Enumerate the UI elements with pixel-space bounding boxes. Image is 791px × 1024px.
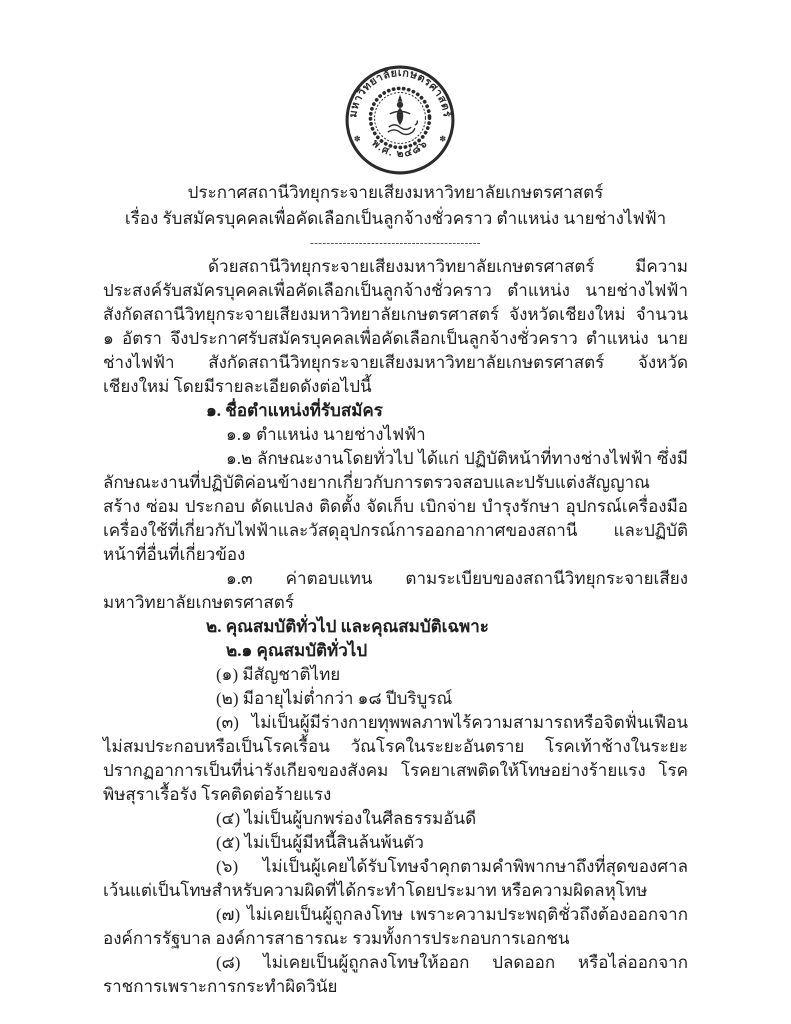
separator-dashes: ------------------------------------------ — [310, 237, 481, 249]
announcement-title: ประกาศสถานีวิทยุกระจายเสียงมหาวิทยาลัยเกษตรศาสตร์ — [187, 183, 604, 202]
item-1-1: ๑.๑ ตำแหน่ง นายช่างไฟฟ้า — [226, 425, 426, 444]
qualification-item-4: (๔) ไม่เป็นผู้บกพร่องในศีลธรรมอันดี — [216, 809, 477, 828]
qualification-item-1: (๑) มีสัญชาติไทย — [216, 665, 341, 684]
announcement-subject: เรื่อง รับสมัครบุคคลเพื่อคัดเลือกเป็นลูกจ้างชั่วคราว ตำแหน่ง นายช่างไฟฟ้า — [124, 209, 667, 228]
qualification-item-8: (๘) ไม่เคยเป็นผู้ถูกลงโทษให้ออก ปลดออก หรือไล่ออกจากราชการเพราะการกระทำผิดวินัย — [103, 953, 688, 996]
seal-year-text: พ.ศ. ๒๔๘๖ — [369, 137, 431, 160]
item-1-3: ๑.๓ ค่าตอบแทน ตามระเบียบของสถานีวิทยุกระจายเสียงมหาวิทยาลัยเกษตรศาสตร์ — [103, 569, 688, 612]
item-1-2: ๑.๒ ลักษณะงานโดยทั่วไป ได้แก่ ปฏิบัติหน้าที่ทางช่างไฟฟ้า ซึ่งมีลักษณะงานที่ปฏิบัติค่อนข้างยากเกี่ยวกับการตรวจสอบและปรับแต่งสัญญาณ สร้าง ซ่อม ประกอบ ดัดแปลง ติดตั้ง จัดเก็บ เบิกจ่าย บำรุงรักษา อุปกรณ์เครื่องมือเครื่องใช้ที่เกี่ยวกับไฟฟ้าและวัสดุอุปกรณ์การออกอากาศของสถานี และปฏิบัติหน้าที่อื่นที่เกี่ยวข้อง — [103, 449, 688, 564]
qualification-item-7: (๗) ไม่เคยเป็นผู้ถูกลงโทษ เพราะความประพฤติชั่วถึงต้องออกจากองค์การรัฐบาล องค์การสาธารณะ รวมทั้งการประกอบการเอกชน — [103, 905, 688, 948]
seal-ornament-right-icon: ✽ — [439, 134, 447, 144]
seal-deity-figure-icon — [388, 95, 418, 135]
announcement-content — [103, 180, 688, 999]
seal-ornament-left-icon: ✽ — [353, 134, 361, 144]
qualification-item-2: (๒) มีอายุไม่ต่ำกว่า ๑๘ ปีบริบูรณ์ — [216, 689, 453, 708]
section-1-heading: ๑. ชื่อตำแหน่งที่รับสมัคร — [206, 401, 383, 420]
section-2-1-subheading: ๒.๑ คุณสมบัติทั่วไป — [226, 641, 368, 660]
kasetsart-university-seal-icon — [344, 64, 456, 176]
intro-paragraph: ด้วยสถานีวิทยุกระจายเสียงมหาวิทยาลัยเกษตรศาสตร์ มีความประสงค์รับสมัครบุคคลเพื่อคัดเลือกเป็นลูกจ้างชั่วคราว ตำแหน่ง นายช่างไฟฟ้า สังกัดสถานีวิทยุกระจายเสียงมหาวิทยาลัยเกษตรศาสตร์ จังหวัดเชียงใหม่ จำนวน ๑ อัตรา จึงประกาศรับสมัครบุคคลเพื่อคัดเลือกเป็นลูกจ้างชั่วคราว ตำแหน่ง นายช่างไฟฟ้า สังกัดสถานีวิทยุกระจายเสียงมหาวิทยาลัยเกษตรศาสตร์ จังหวัดเชียงใหม่ โดยมีรายละเอียดดังต่อไปนี้ — [103, 257, 688, 396]
seal-arc-text: มหาวิทยาลัยเกษตรศาสตร์ — [347, 67, 453, 119]
qualification-item-3: (๓) ไม่เป็นผู้มีร่างกายทุพพลภาพไร้ความสามารถหรือจิตฟั่นเฟือนไม่สมประกอบหรือเป็นโรคเรื้อน วัณโรคในระยะอันตราย โรคเท้าช้างในระยะปรากฏอาการเป็นที่น่ารังเกียจของสังคม โรคยาเสพติดให้โทษอย่างร้ายแรง โรคพิษสุราเรื้อรัง โรคติดต่อร้ายแรง — [103, 713, 688, 804]
qualification-item-5: (๕) ไม่เป็นผู้มีหนี้สินล้นพ้นตัว — [216, 833, 424, 852]
qualification-item-6: (๖) ไม่เป็นผู้เคยได้รับโทษจำคุกตามคำพิพากษาถึงที่สุดของศาล เว้นแต่เป็นโทษสำหรับความผิดที่ได้กระทำโดยประมาท หรือความผิดลหุโทษ — [103, 857, 688, 900]
section-2-heading: ๒. คุณสมบัติทั่วไป และคุณสมบัติเฉพาะ — [206, 617, 489, 636]
